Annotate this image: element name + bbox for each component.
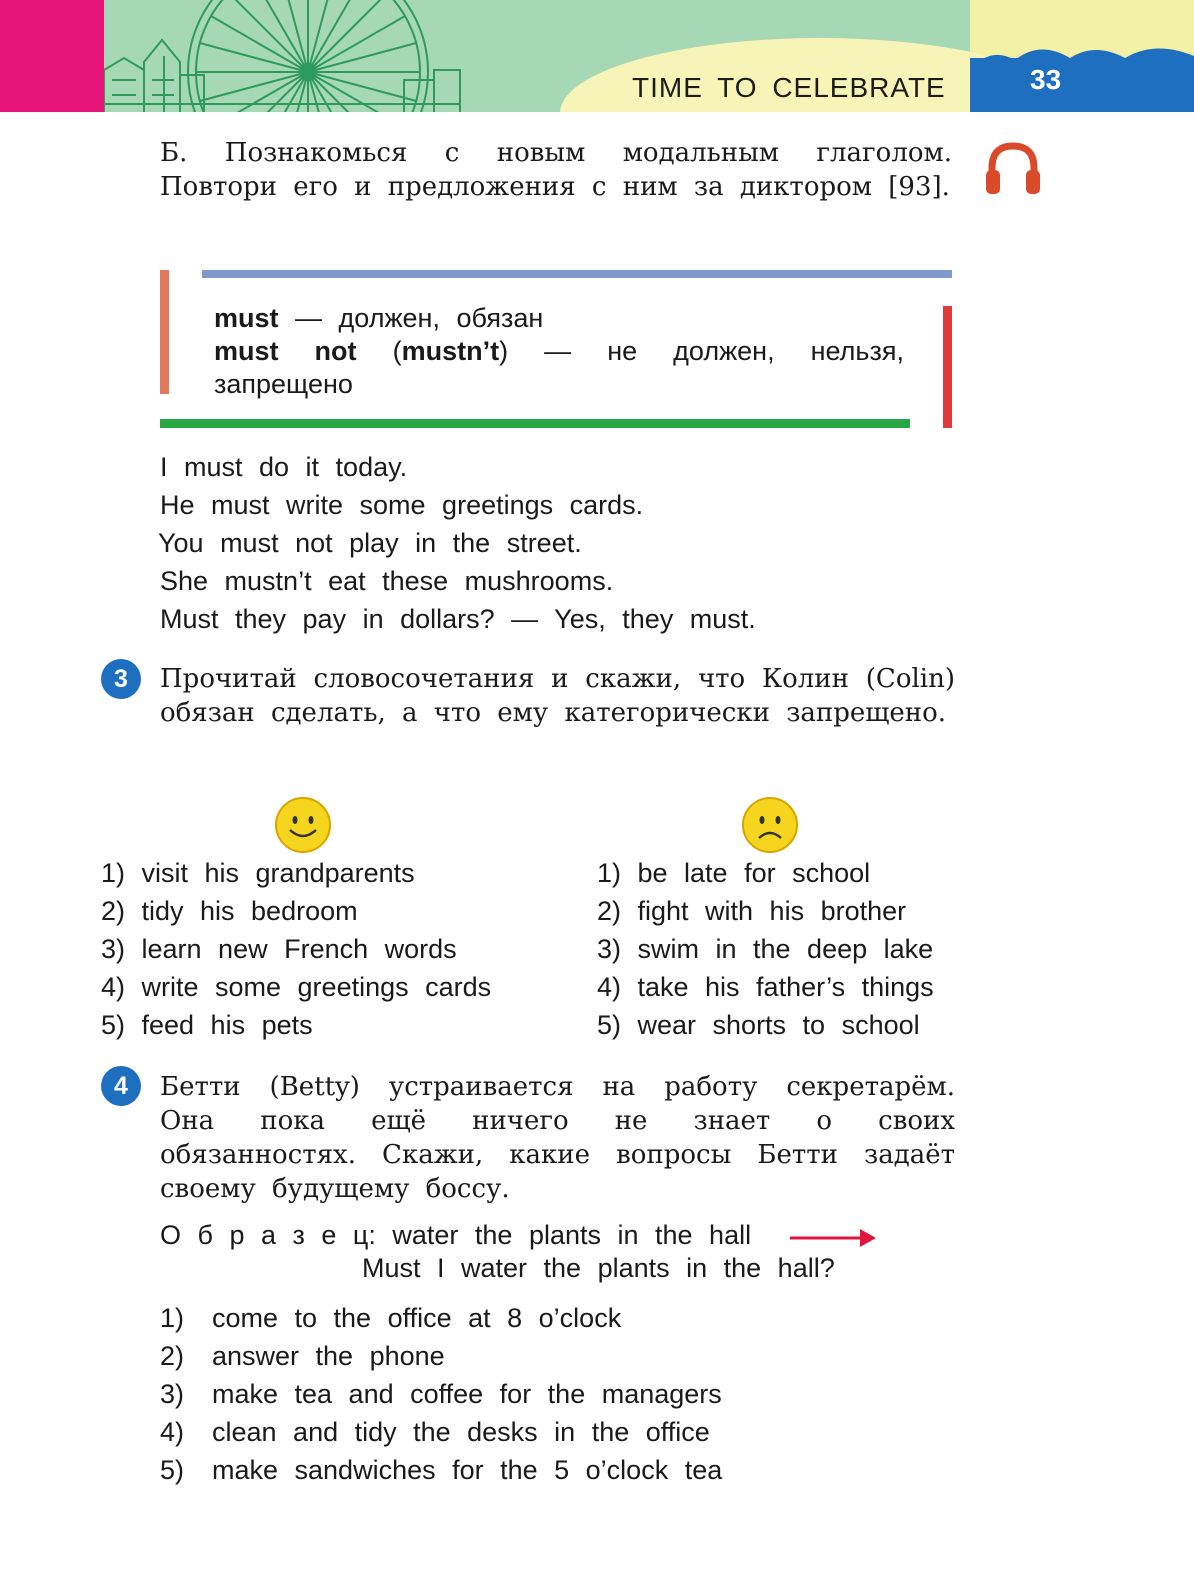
task-4-item [160, 1303, 621, 1334]
wheel-spoke [308, 43, 416, 72]
wheel-spoke [279, 0, 308, 72]
page-header [0, 0, 1194, 112]
must-list-item: 2) tidy his bedroom [101, 896, 358, 926]
task-4-instruction: Бетти (Betty) устраивается на работу секретарём. Она пока ещё ничего не знает о своих обязанностях. Скажи, какие вопросы Бетти задаёт своему будущему боссу. [160, 1072, 955, 1204]
example-sentence: Must they pay in dollars? — Yes, they must. [160, 604, 756, 634]
mustnt-list-item: 2) fight with his brother [597, 896, 907, 926]
ferris-wheel-illustration [104, 0, 464, 112]
item-text: clean and tidy the desks in the office [212, 1417, 710, 1447]
example-phrase: water the plants in the hall [392, 1220, 752, 1250]
vocab-mustnt-word: mustn’t [401, 336, 500, 366]
vocab-must-not-word: must not [214, 336, 357, 366]
task-4-item [160, 1341, 445, 1372]
item-text: make sandwiches for the 5 o’clock tea [212, 1455, 723, 1485]
example-line [160, 1220, 751, 1251]
smiley-sad-icon [741, 796, 799, 854]
task-3-instruction: Прочитай словосочетания и скажи, что Колин (Colin) обязан сделать, а что ему категорически запрещено. [160, 664, 955, 728]
vocab-must-not-meaning: — не должен, нельзя, запрещено [214, 336, 904, 399]
item-text: answer the phone [212, 1341, 445, 1371]
vocab-must-meaning: — должен, обязан [295, 303, 544, 333]
task-3-number: 3 [101, 659, 141, 699]
vocab-must-not-line: must not (mustn’t) — не должен, нельзя, запрещено [214, 336, 904, 399]
must-list-item: 3) learn new French words [101, 934, 457, 964]
vocab-box-left-border [160, 270, 169, 394]
section-title: TIME TO CELEBRATE [632, 72, 946, 103]
arrow-right-icon [790, 1227, 878, 1249]
vocab-must-word: must [214, 303, 279, 333]
wheel-spoke [252, 0, 308, 72]
example-sentence: I must do it today. [160, 452, 408, 482]
vocab-must-line [214, 302, 904, 335]
headphones-icon [984, 140, 1042, 198]
example-label: О б р а з е ц: [160, 1220, 376, 1250]
wheel-spoke [200, 43, 308, 72]
wheel-spoke [308, 72, 405, 112]
wheel-spoke [200, 72, 308, 101]
mustnt-list-item: 1) be late for school [597, 858, 871, 888]
example-sentence: He must write some greetings cards. [160, 490, 644, 520]
task-b-instruction: Б. Познакомься с новым модальным глаголом. Повтори его и предложения с ним за диктором [93]. [160, 138, 952, 202]
wheel-spoke [308, 0, 364, 72]
cloud-edge [970, 40, 1194, 70]
smiley-happy-icon [274, 796, 332, 854]
example-sentence: She mustn’t eat these mushrooms. [160, 566, 614, 596]
item-text: make tea and coffee for the managers [212, 1379, 722, 1409]
page-number: 33 [1030, 64, 1062, 95]
wheel-spoke [308, 72, 416, 101]
item-number: 2) [160, 1341, 185, 1371]
item-number: 4) [160, 1417, 185, 1447]
task-4-item [160, 1379, 722, 1410]
header-pink-strip [0, 0, 104, 112]
example-sentence: You must not play in the street. [158, 528, 582, 558]
mustnt-list-item: 4) take his father’s things [597, 972, 934, 1002]
example-answer: Must I water the plants in the hall? [362, 1253, 835, 1283]
wheel-spoke [211, 72, 308, 112]
must-list-item: 4) write some greetings cards [101, 972, 492, 1002]
item-number: 5) [160, 1455, 185, 1485]
must-list-item: 1) visit his grandparents [101, 858, 415, 888]
vocab-box-top-border [202, 270, 952, 278]
item-number: 3) [160, 1379, 185, 1409]
mustnt-list-item: 5) wear shorts to school [597, 1010, 920, 1040]
mustnt-list-item: 3) swim in the deep lake [597, 934, 934, 964]
vocab-box-bottom-border [160, 419, 910, 428]
vocab-box-content [214, 302, 904, 401]
task-4-item [160, 1455, 722, 1486]
task-4-number: 4 [101, 1066, 141, 1106]
task-4-item [160, 1417, 710, 1448]
vocab-box-right-border [943, 306, 952, 428]
wheel-spoke [308, 0, 337, 72]
item-number: 1) [160, 1303, 185, 1333]
must-list-item: 5) feed his pets [101, 1010, 313, 1040]
item-text: come to the office at 8 o’clock [212, 1303, 622, 1333]
